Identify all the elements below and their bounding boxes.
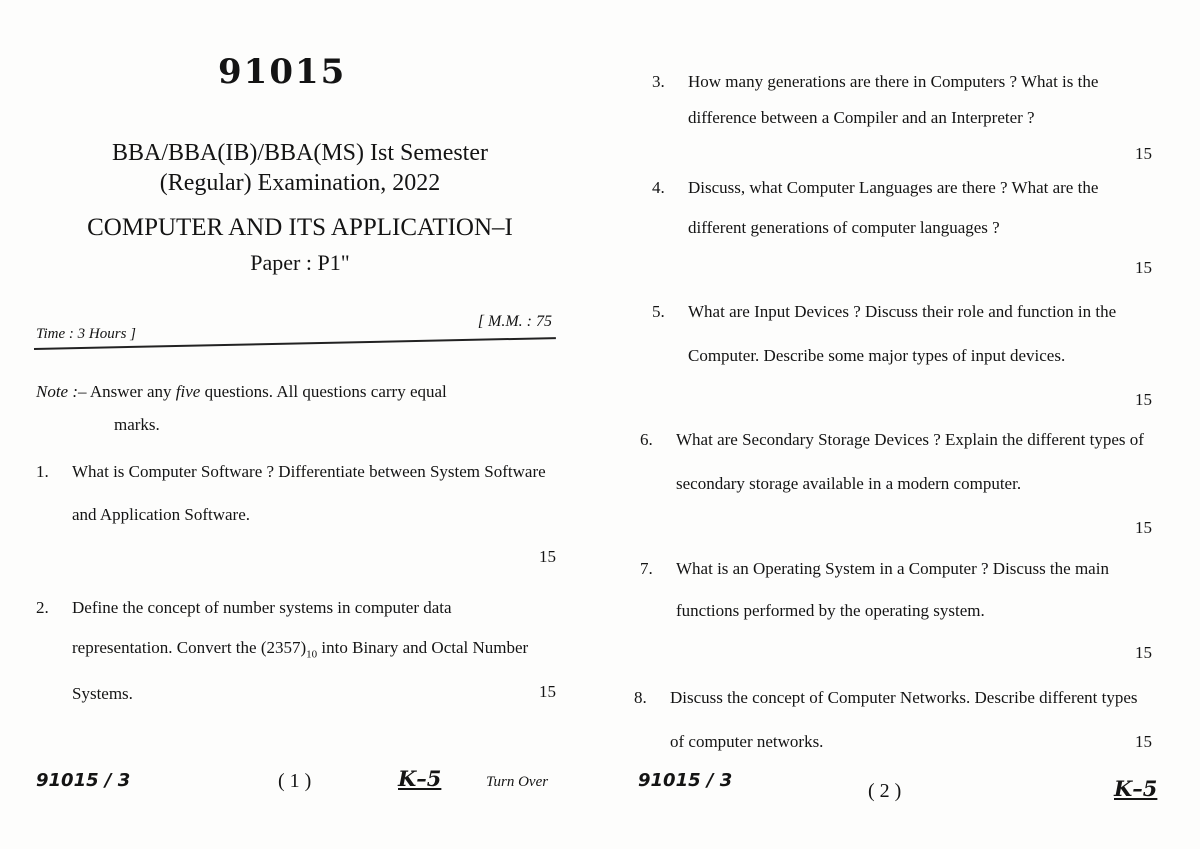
max-marks-label: [ M.M. : 75 (477, 313, 552, 330)
question-text: What is Computer Software ? Differentiate between System Software and Application Software. (72, 462, 546, 524)
right-page (600, 0, 1200, 849)
question-text: Discuss, what Computer Languages are there ? What are the different generations of computer languages ? (688, 178, 1099, 237)
k-code: K–5 (398, 766, 442, 791)
question-number: 8. (634, 688, 647, 707)
question-marks: 15 (1135, 643, 1152, 662)
time-label: Time : 3 Hours ] (36, 326, 137, 342)
question-text: How many generations are there in Computers ? What is the difference between a Compiler and an Interpreter ? (688, 72, 1099, 127)
subject-title: COMPUTER AND ITS APPLICATION–I (87, 214, 513, 241)
question-number: 5. (652, 302, 665, 321)
question-number: 2. (36, 598, 49, 617)
question-text-a: Define the concept of number systems in computer data representation. Convert the (2357) (72, 598, 452, 657)
question-number: 6. (640, 430, 653, 449)
exam-title-line2: (Regular) Examination, 2022 (159, 170, 441, 196)
question-1 (36, 450, 556, 566)
note-label: Note :– (36, 382, 87, 401)
paper-label: Paper : P1" (250, 250, 350, 275)
question-marks: 15 (1135, 258, 1152, 277)
question-8 (634, 676, 1152, 764)
question-number: 3. (652, 72, 665, 91)
question-6 (640, 418, 1152, 537)
question-text: What are Secondary Storage Devices ? Explain the different types of secondary storage available in a modern computer. (676, 430, 1144, 493)
page-number: ( 1 ) (278, 770, 312, 792)
question-text (72, 588, 556, 714)
question-marks: 15 (1135, 390, 1152, 409)
note (36, 365, 556, 439)
question-text: Discuss the concept of Computer Networks. Describe different types of computer networks. (670, 688, 1138, 751)
question-marks: 15 (1135, 144, 1152, 163)
k-code: K–5 (1114, 776, 1158, 801)
note-text-five: five (175, 382, 201, 401)
question-marks: 15 (539, 682, 556, 701)
question-4 (652, 168, 1152, 277)
question-marks: 15 (1135, 732, 1152, 751)
question-text: What are Input Devices ? Discuss their role and function in the Computer. Describe some major types of input devices. (688, 302, 1117, 365)
question-text: What is an Operating System in a Computer ? Discuss the main functions performed by the operating system. (676, 559, 1109, 620)
note-text-cont: marks. (114, 415, 160, 434)
subscript-base: 10 (306, 648, 318, 661)
question-marks: 15 (539, 547, 556, 566)
note-text-post: questions. All questions carry equal (204, 382, 447, 401)
question-2 (36, 588, 556, 714)
footer-code: 91015 / 3 (36, 770, 131, 791)
question-5 (652, 290, 1152, 409)
question-number: 4. (652, 178, 665, 197)
question-number: 7. (640, 559, 653, 578)
page-number: ( 2 ) (868, 780, 902, 802)
question-7 (640, 548, 1152, 662)
question-3 (652, 64, 1152, 163)
footer-code: 91015 / 3 (638, 770, 733, 791)
turn-over: Turn Over (486, 774, 549, 790)
question-marks: 15 (1135, 518, 1152, 537)
question-text-b: into Binary and Octal Number Systems. (72, 638, 529, 704)
question-number: 1. (36, 462, 49, 481)
note-text-pre: Answer any (89, 382, 172, 401)
paper-code: 91015 (218, 52, 347, 92)
exam-title-line1: BBA/BBA(IB)/BBA(MS) Ist Semester (111, 140, 488, 166)
